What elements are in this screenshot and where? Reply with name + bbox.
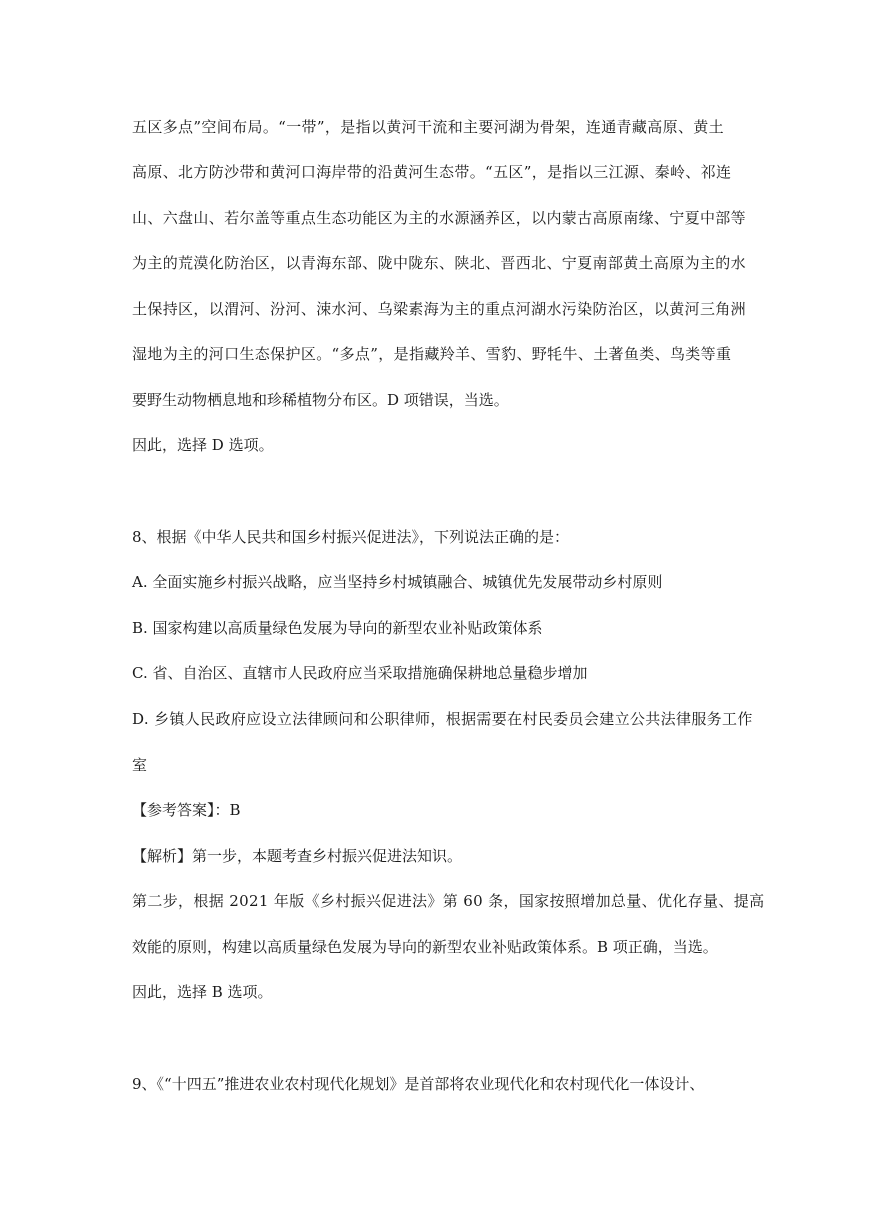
question-8-analysis-step1: 【解析】第一步，本题考查乡村振兴促进法知识。 [132, 847, 463, 865]
question-8-answer: 【参考答案】：B [132, 801, 241, 819]
question-8-analysis-step2-continued: 效能的原则，构建以高质量绿色发展为导向的新型农业补贴政策体系。B 项正确，当选。 [132, 938, 718, 956]
question-8-conclusion: 因此，选择 B 选项。 [132, 983, 273, 1001]
question-8-option-d-continued: 室 [132, 756, 148, 774]
question-9-stem: 9、《“十四五”推进农业农村现代化规划》是首部将农业现代化和农村现代化一体设计、 [132, 1075, 705, 1093]
question-8-option-a: A. 全面实施乡村振兴战略，应当坚持乡村城镇融合、城镇优先发展带动乡村原则 [132, 573, 663, 591]
question-8-option-d: D. 乡镇人民政府应设立法律顾问和公职律师，根据需要在村民委员会建立公共法律服务工作 [132, 710, 753, 728]
explanation-line: 高原、北方防沙带和黄河口海岸带的沿黄河生态带。“五区”，是指以三江源、秦岭、祁连 [132, 163, 732, 181]
explanation-line: 五区多点”空间布局。“一带”，是指以黄河干流和主要河湖为骨架，连通青藏高原、黄土 [132, 118, 725, 136]
question-8-analysis-step2: 第二步，根据 2021 年版《乡村振兴促进法》第 60 条，国家按照增加总量、优化存量、提高 [132, 892, 765, 910]
explanation-line: 山、六盘山、若尔盖等重点生态功能区为主的水源涵养区，以内蒙古高原南缘、宁夏中部等 [132, 209, 747, 227]
question-8-option-b: B. 国家构建以高质量绿色发展为导向的新型农业补贴政策体系 [132, 619, 543, 637]
explanation-line: 湿地为主的河口生态保护区。“多点”，是指藏羚羊、雪豹、野牦牛、土著鱼类、鸟类等重 [132, 345, 732, 363]
explanation-line: 土保持区，以渭河、汾河、涑水河、乌梁素海为主的重点河湖水污染防治区，以黄河三角洲 [132, 300, 747, 318]
question-8-option-c: C. 省、自治区、直辖市人民政府应当采取措施确保耕地总量稳步增加 [132, 664, 588, 682]
explanation-line: 为主的荒漠化防治区，以青海东部、陇中陇东、陕北、晋西北、宁夏南部黄土高原为主的水 [132, 254, 747, 272]
question-8-stem: 8、根据《中华人民共和国乡村振兴促进法》，下列说法正确的是： [132, 528, 570, 546]
explanation-conclusion: 因此，选择 D 选项。 [132, 436, 274, 454]
explanation-line: 要野生动物栖息地和珍稀植物分布区。D 项错误，当选。 [132, 391, 509, 409]
